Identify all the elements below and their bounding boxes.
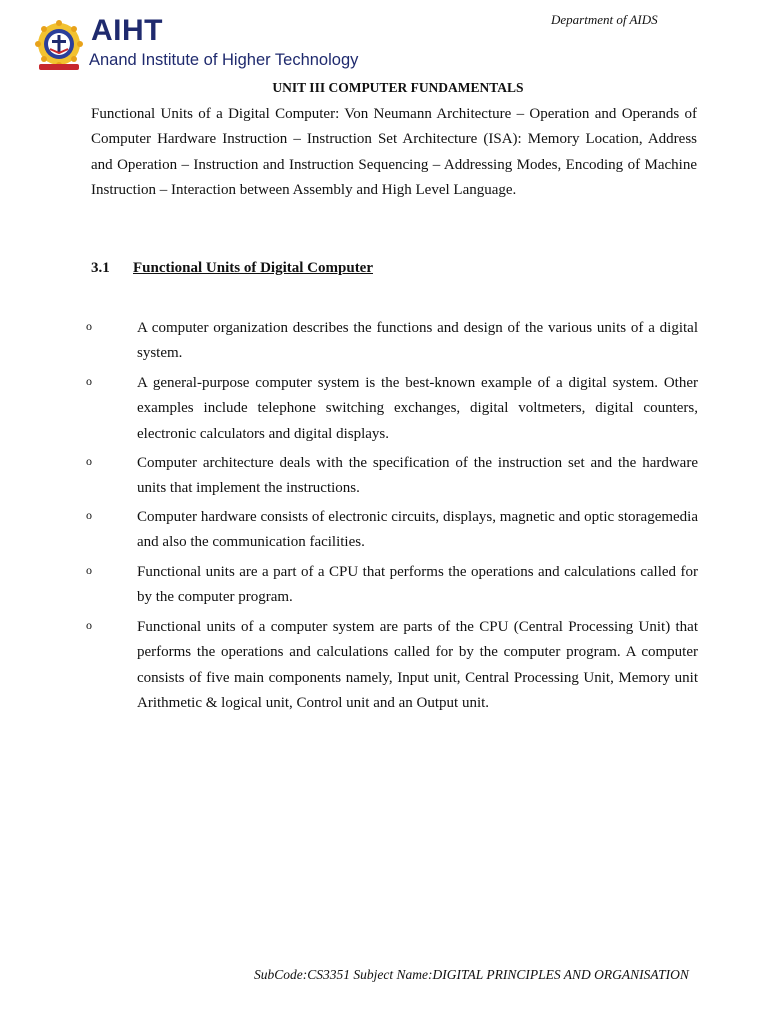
institute-logo — [33, 14, 378, 74]
list-item — [86, 560, 698, 611]
bullet-marker: o — [86, 454, 92, 468]
footer-subject-value: :DIGITAL PRINCIPLES AND ORGANISATION — [427, 967, 689, 982]
unit-syllabus-paragraph: Functional Units of a Digital Computer: Von Neumann Architecture – Operation and Operands of Computer Hardware Instruction – Instruction Set Architecture (ISA): Memory Location, Address and Operation – Instruction and Instruction Sequencing – Addressing Modes, Encoding of Machine Instruction – Interaction between Assembly and High Level Language. — [91, 106, 697, 198]
page-footer — [254, 967, 689, 983]
bullet-marker: o — [86, 563, 92, 577]
section-title: Functional Units of Digital Computer — [133, 260, 373, 276]
list-item — [86, 451, 698, 502]
list-item-text: Computer architecture deals with the specification of the instruction set and the hardware units that implement the instructions. — [137, 455, 698, 497]
list-item-text: Functional units of a computer system are parts of the CPU (Central Processing Unit) that performs the operations and calculations called for by the computer program. A computer consists of five main components namely, Input unit, Central Processing Unit, Memory unit Arithmetic & logical unit, Control unit and an Output unit. — [137, 619, 698, 711]
institute-emblem-icon — [33, 20, 85, 72]
bullet-marker: o — [86, 374, 92, 388]
list-item-text: A computer organization describes the functions and design of the various units of a digital system. — [137, 320, 698, 362]
bullet-marker: o — [86, 618, 92, 632]
list-item — [86, 505, 698, 556]
logo-abbreviation: AIHT — [91, 14, 163, 47]
bullet-marker: o — [86, 508, 92, 522]
list-item — [86, 316, 698, 367]
footer-subcode-label: SubCode — [254, 967, 303, 982]
list-item-text: A general-purpose computer system is the best-known example of a digital system. Other examples include telephone switching exchanges, digital voltmeters, digital counters, electronic calculators and digital displays. — [137, 375, 698, 442]
logo-institute-name: Anand Institute of Higher Technology — [89, 51, 359, 69]
unit-title: UNIT III COMPUTER FUNDAMENTALS — [272, 80, 524, 95]
list-item-text: Computer hardware consists of electronic circuits, displays, magnetic and optic storagemedia and also the communication facilities. — [137, 509, 698, 551]
list-item — [86, 615, 698, 716]
list-item — [86, 371, 698, 447]
section-heading — [91, 260, 373, 277]
footer-subcode-value: :CS3351 Subject Name — [302, 967, 428, 982]
section-number: 3.1 — [91, 260, 110, 276]
department-label: Department of AIDS — [551, 12, 658, 27]
bullet-marker: o — [86, 319, 92, 333]
list-item-text: Functional units are a part of a CPU that performs the operations and calculations called for by the computer program. — [137, 564, 698, 606]
